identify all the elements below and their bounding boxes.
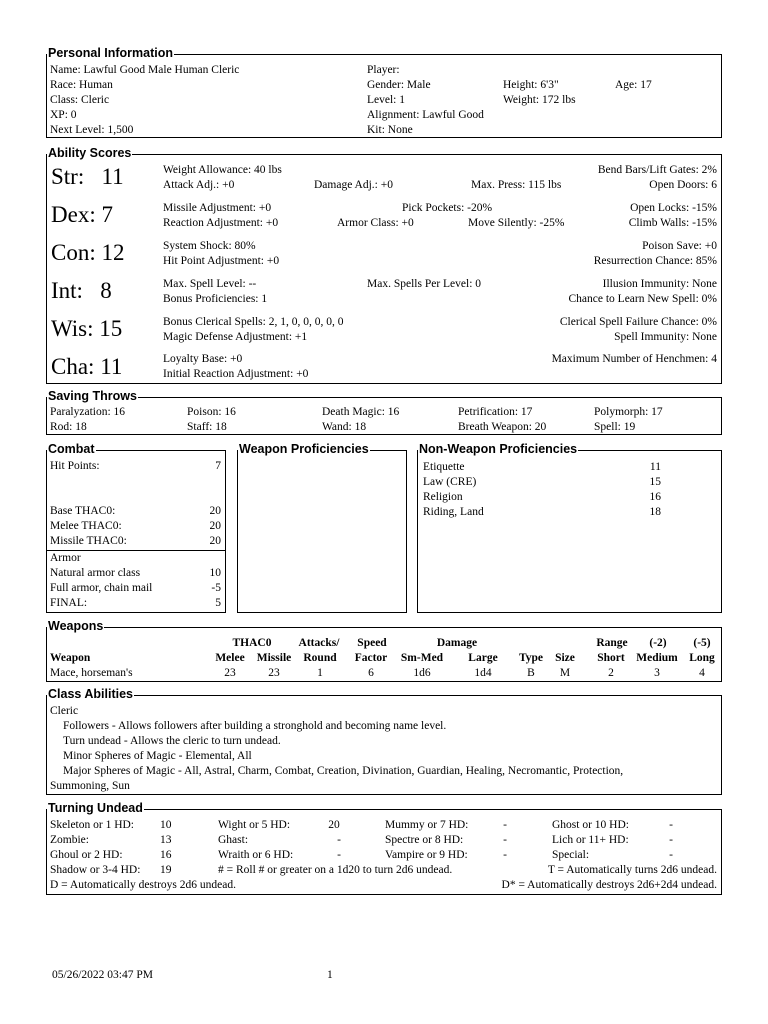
weapon-medium: 3 xyxy=(654,667,660,679)
turn-note-roll: # = Roll # or greater on a 1d20 to turn 2d6 undead. xyxy=(218,864,453,876)
turn-label: Zombie: xyxy=(50,834,89,846)
turn-label: Vampire or 9 HD: xyxy=(385,849,468,861)
turn-label: Skeleton or 1 HD: xyxy=(50,819,135,831)
save-paralyzation: Paralyzation: 16 xyxy=(50,406,126,418)
save-poison: Poison: 16 xyxy=(187,406,236,418)
class-ability-line: Followers - Allows followers after building a stronghold and becoming name level. xyxy=(63,720,447,732)
con-detail: Poison Save: +0 xyxy=(642,240,717,252)
wis-detail: Magic Defense Adjustment: +1 xyxy=(163,331,308,343)
dex-detail: Open Locks: -15% xyxy=(630,202,717,214)
turn-label: Lich or 11+ HD: xyxy=(552,834,629,846)
save-spell: Spell: 19 xyxy=(594,421,636,433)
section-title: Ability Scores xyxy=(48,146,132,160)
str-detail: Bend Bars/Lift Gates: 2% xyxy=(597,164,717,176)
turn-value: 13 xyxy=(160,834,172,846)
class-ability-line: Minor Spheres of Magic - Elemental, All xyxy=(63,750,252,762)
alignment-field: Alignment: Lawful Good xyxy=(367,109,484,121)
save-wand: Wand: 18 xyxy=(322,421,367,433)
turn-label: Wraith or 6 HD: xyxy=(218,849,294,861)
gender-field: Gender: Male xyxy=(367,79,431,91)
header-round: Round xyxy=(303,652,337,664)
str-detail: Open Doors: 6 xyxy=(649,179,717,191)
non-weapon-proficiencies-section xyxy=(417,442,722,613)
con-detail: Resurrection Chance: 85% xyxy=(593,255,717,267)
turn-value: 16 xyxy=(160,849,172,861)
nwp-item-name: Riding, Land xyxy=(423,506,484,518)
turn-note-dstar: D* = Automatically destroys 2d6+2d4 undead. xyxy=(501,879,717,891)
melee-thac0-value: 20 xyxy=(209,520,221,532)
natural-armor-label: Natural armor class xyxy=(50,567,141,579)
weapon-factor: 6 xyxy=(368,667,374,679)
natural-armor-value: 10 xyxy=(209,567,221,579)
header-medium: Medium xyxy=(636,652,678,664)
header-size: Size xyxy=(555,652,575,664)
ability-scores-section xyxy=(46,146,722,384)
kit-field: Kit: None xyxy=(367,124,413,136)
weapon-size: M xyxy=(559,667,571,679)
class-ability-line: Major Spheres of Magic - All, Astral, Charm, Combat, Creation, Divination, Guardian, Healing, Necromantic, Protection, xyxy=(63,765,624,777)
weapon-type: B xyxy=(527,667,535,679)
dex-detail: Reaction Adjustment: +0 xyxy=(163,217,279,229)
cha-detail: Maximum Number of Henchmen: 4 xyxy=(551,353,717,365)
dex-detail: Climb Walls: -15% xyxy=(628,217,717,229)
weapons-section xyxy=(46,619,722,682)
header-type: Type xyxy=(518,652,544,664)
chain-mail-label: Full armor, chain mail xyxy=(50,582,153,594)
wis-detail: Clerical Spell Failure Chance: 0% xyxy=(559,316,717,328)
save-death-magic: Death Magic: 16 xyxy=(322,406,400,418)
turn-value: - xyxy=(669,819,673,831)
nwp-item-value: 18 xyxy=(649,506,661,518)
section-title: Turning Undead xyxy=(48,801,143,815)
turn-value: - xyxy=(337,849,341,861)
wis-detail: Bonus Clerical Spells: 2, 1, 0, 0, 0, 0, 0 xyxy=(163,316,344,328)
race-field: Race: Human xyxy=(50,79,113,91)
turn-label: Wight or 5 HD: xyxy=(218,819,291,831)
dex-detail: Move Silently: -25% xyxy=(468,217,565,229)
weapon-melee: 23 xyxy=(224,667,236,679)
int-detail: Illusion Immunity: None xyxy=(602,278,717,290)
footer-page-number: 1 xyxy=(327,969,333,981)
con-detail: System Shock: 80% xyxy=(163,240,256,252)
weapon-missile: 23 xyxy=(268,667,280,679)
header-speed: Speed xyxy=(357,637,387,649)
int-detail: Chance to Learn New Spell: 0% xyxy=(568,293,717,305)
save-rod: Rod: 18 xyxy=(50,421,87,433)
section-title: Weapons xyxy=(48,619,104,633)
class-ability-line: Turn undead - Allows the cleric to turn undead. xyxy=(63,735,281,747)
header-thac0: THAC0 xyxy=(232,637,272,649)
turn-value: 10 xyxy=(160,819,172,831)
personal-information-section xyxy=(46,46,722,138)
weapon-short: 2 xyxy=(608,667,614,679)
footer-date: 05/26/2022 03:47 PM xyxy=(52,969,153,981)
int-detail: Max. Spells Per Level: 0 xyxy=(367,278,482,290)
xp-field: XP: 0 xyxy=(50,109,77,121)
level-field: Level: 1 xyxy=(367,94,405,106)
chain-mail-value: -5 xyxy=(211,582,221,594)
turn-value: 20 xyxy=(328,819,340,831)
dex-detail: Missile Adjustment: +0 xyxy=(163,202,272,214)
header-melee: Melee xyxy=(215,652,245,664)
base-thac0-value: 20 xyxy=(209,505,221,517)
int-detail: Bonus Proficiencies: 1 xyxy=(163,293,268,305)
section-title: Personal Information xyxy=(48,46,174,60)
turn-label: Ghoul or 2 HD: xyxy=(50,849,123,861)
weapon-proficiencies-section xyxy=(237,442,407,613)
turning-undead-section xyxy=(46,801,722,895)
cha-detail: Loyalty Base: +0 xyxy=(163,353,243,365)
weapon-name: Mace, horseman's xyxy=(50,667,133,679)
age-field: Age: 17 xyxy=(615,79,652,91)
hit-points-label: Hit Points: xyxy=(50,460,100,472)
nwp-item-value: 16 xyxy=(649,491,661,503)
header-attacks: Attacks/ xyxy=(298,637,340,649)
missile-thac0-label: Missile THAC0: xyxy=(50,535,127,547)
final-ac-value: 5 xyxy=(215,597,221,609)
turn-label: Ghast: xyxy=(218,834,249,846)
save-breath-weapon: Breath Weapon: 20 xyxy=(458,421,547,433)
con-score: Con: 12 xyxy=(51,240,125,265)
class-field: Class: Cleric xyxy=(50,94,110,106)
con-detail: Hit Point Adjustment: +0 xyxy=(163,255,280,267)
next-level-field: Next Level: 1,500 xyxy=(50,124,134,136)
class-ability-line: Summoning, Sun xyxy=(50,780,130,792)
armor-label: Armor xyxy=(50,552,81,564)
str-detail: Attack Adj.: +0 xyxy=(163,179,235,191)
header-minus5: (-5) xyxy=(693,637,711,649)
weapon-round: 1 xyxy=(317,667,323,679)
turn-note-t: T = Automatically turns 2d6 undead. xyxy=(547,864,717,876)
weapon-sm-med: 1d6 xyxy=(413,667,431,679)
turn-label: Shadow or 3-4 HD: xyxy=(50,864,141,876)
melee-thac0-label: Melee THAC0: xyxy=(50,520,122,532)
wis-score: Wis: 15 xyxy=(51,316,123,341)
height-field: Height: 6'3" xyxy=(503,79,559,91)
turn-value: - xyxy=(669,834,673,846)
str-detail: Damage Adj.: +0 xyxy=(314,179,393,191)
cha-detail: Initial Reaction Adjustment: +0 xyxy=(163,368,309,380)
wis-detail: Spell Immunity: None xyxy=(614,331,717,343)
header-weapon: Weapon xyxy=(50,652,91,664)
header-short: Short xyxy=(597,652,625,664)
header-damage: Damage xyxy=(436,637,478,649)
header-long: Long xyxy=(689,652,715,664)
weapon-long: 4 xyxy=(699,667,705,679)
header-missile: Missile xyxy=(256,652,292,664)
save-staff: Staff: 18 xyxy=(187,421,227,433)
header-sm-med: Sm-Med xyxy=(400,652,444,664)
header-minus2: (-2) xyxy=(649,637,667,649)
cha-score: Cha: 11 xyxy=(51,354,123,379)
class-ability-line: Cleric xyxy=(50,705,79,717)
final-ac-label: FINAL: xyxy=(50,597,88,609)
turn-value: - xyxy=(337,834,341,846)
int-score: Int: 8 xyxy=(51,278,112,303)
section-title: Non-Weapon Proficiencies xyxy=(419,442,578,456)
turn-value: 19 xyxy=(160,864,172,876)
turn-value: - xyxy=(503,819,507,831)
dex-detail: Pick Pockets: -20% xyxy=(402,202,493,214)
nwp-item-name: Religion xyxy=(423,491,463,503)
saving-throws-section xyxy=(46,389,722,435)
nwp-item-value: 11 xyxy=(649,461,661,473)
dex-detail: Armor Class: +0 xyxy=(337,217,414,229)
name-field: Name: Lawful Good Male Human Cleric xyxy=(50,64,240,76)
str-detail: Max. Press: 115 lbs xyxy=(471,179,562,191)
missile-thac0-value: 20 xyxy=(209,535,221,547)
section-title: Combat xyxy=(48,442,95,456)
turn-label: Ghost or 10 HD: xyxy=(552,819,629,831)
combat-section xyxy=(46,442,226,613)
section-title: Weapon Proficiencies xyxy=(239,442,369,456)
header-factor: Factor xyxy=(354,652,388,664)
str-score: Str: 11 xyxy=(51,164,124,189)
weight-field: Weight: 172 lbs xyxy=(503,94,576,106)
hit-points-value: 7 xyxy=(215,460,221,472)
turn-value: - xyxy=(503,834,507,846)
base-thac0-label: Base THAC0: xyxy=(50,505,116,517)
turn-note-d: D = Automatically destroys 2d6 undead. xyxy=(50,879,236,891)
player-field: Player: xyxy=(367,64,400,76)
save-polymorph: Polymorph: 17 xyxy=(594,406,663,418)
int-detail: Max. Spell Level: -- xyxy=(163,278,257,290)
turn-value: - xyxy=(503,849,507,861)
weapon-large: 1d4 xyxy=(474,667,492,679)
header-large: Large xyxy=(468,652,498,664)
turn-label: Special: xyxy=(552,849,590,861)
str-detail: Weight Allowance: 40 lbs xyxy=(163,164,282,176)
turn-label: Mummy or 7 HD: xyxy=(385,819,469,831)
section-title: Saving Throws xyxy=(48,389,137,403)
section-title: Class Abilities xyxy=(48,687,133,701)
save-petrification: Petrification: 17 xyxy=(458,406,533,418)
dex-score: Dex: 7 xyxy=(51,202,113,227)
turn-label: Spectre or 8 HD: xyxy=(385,834,464,846)
nwp-item-value: 15 xyxy=(649,476,661,488)
turn-value: - xyxy=(669,849,673,861)
class-abilities-section xyxy=(46,687,722,795)
nwp-item-name: Law (CRE) xyxy=(423,476,477,488)
nwp-item-name: Etiquette xyxy=(423,461,465,473)
header-range: Range xyxy=(596,637,628,649)
